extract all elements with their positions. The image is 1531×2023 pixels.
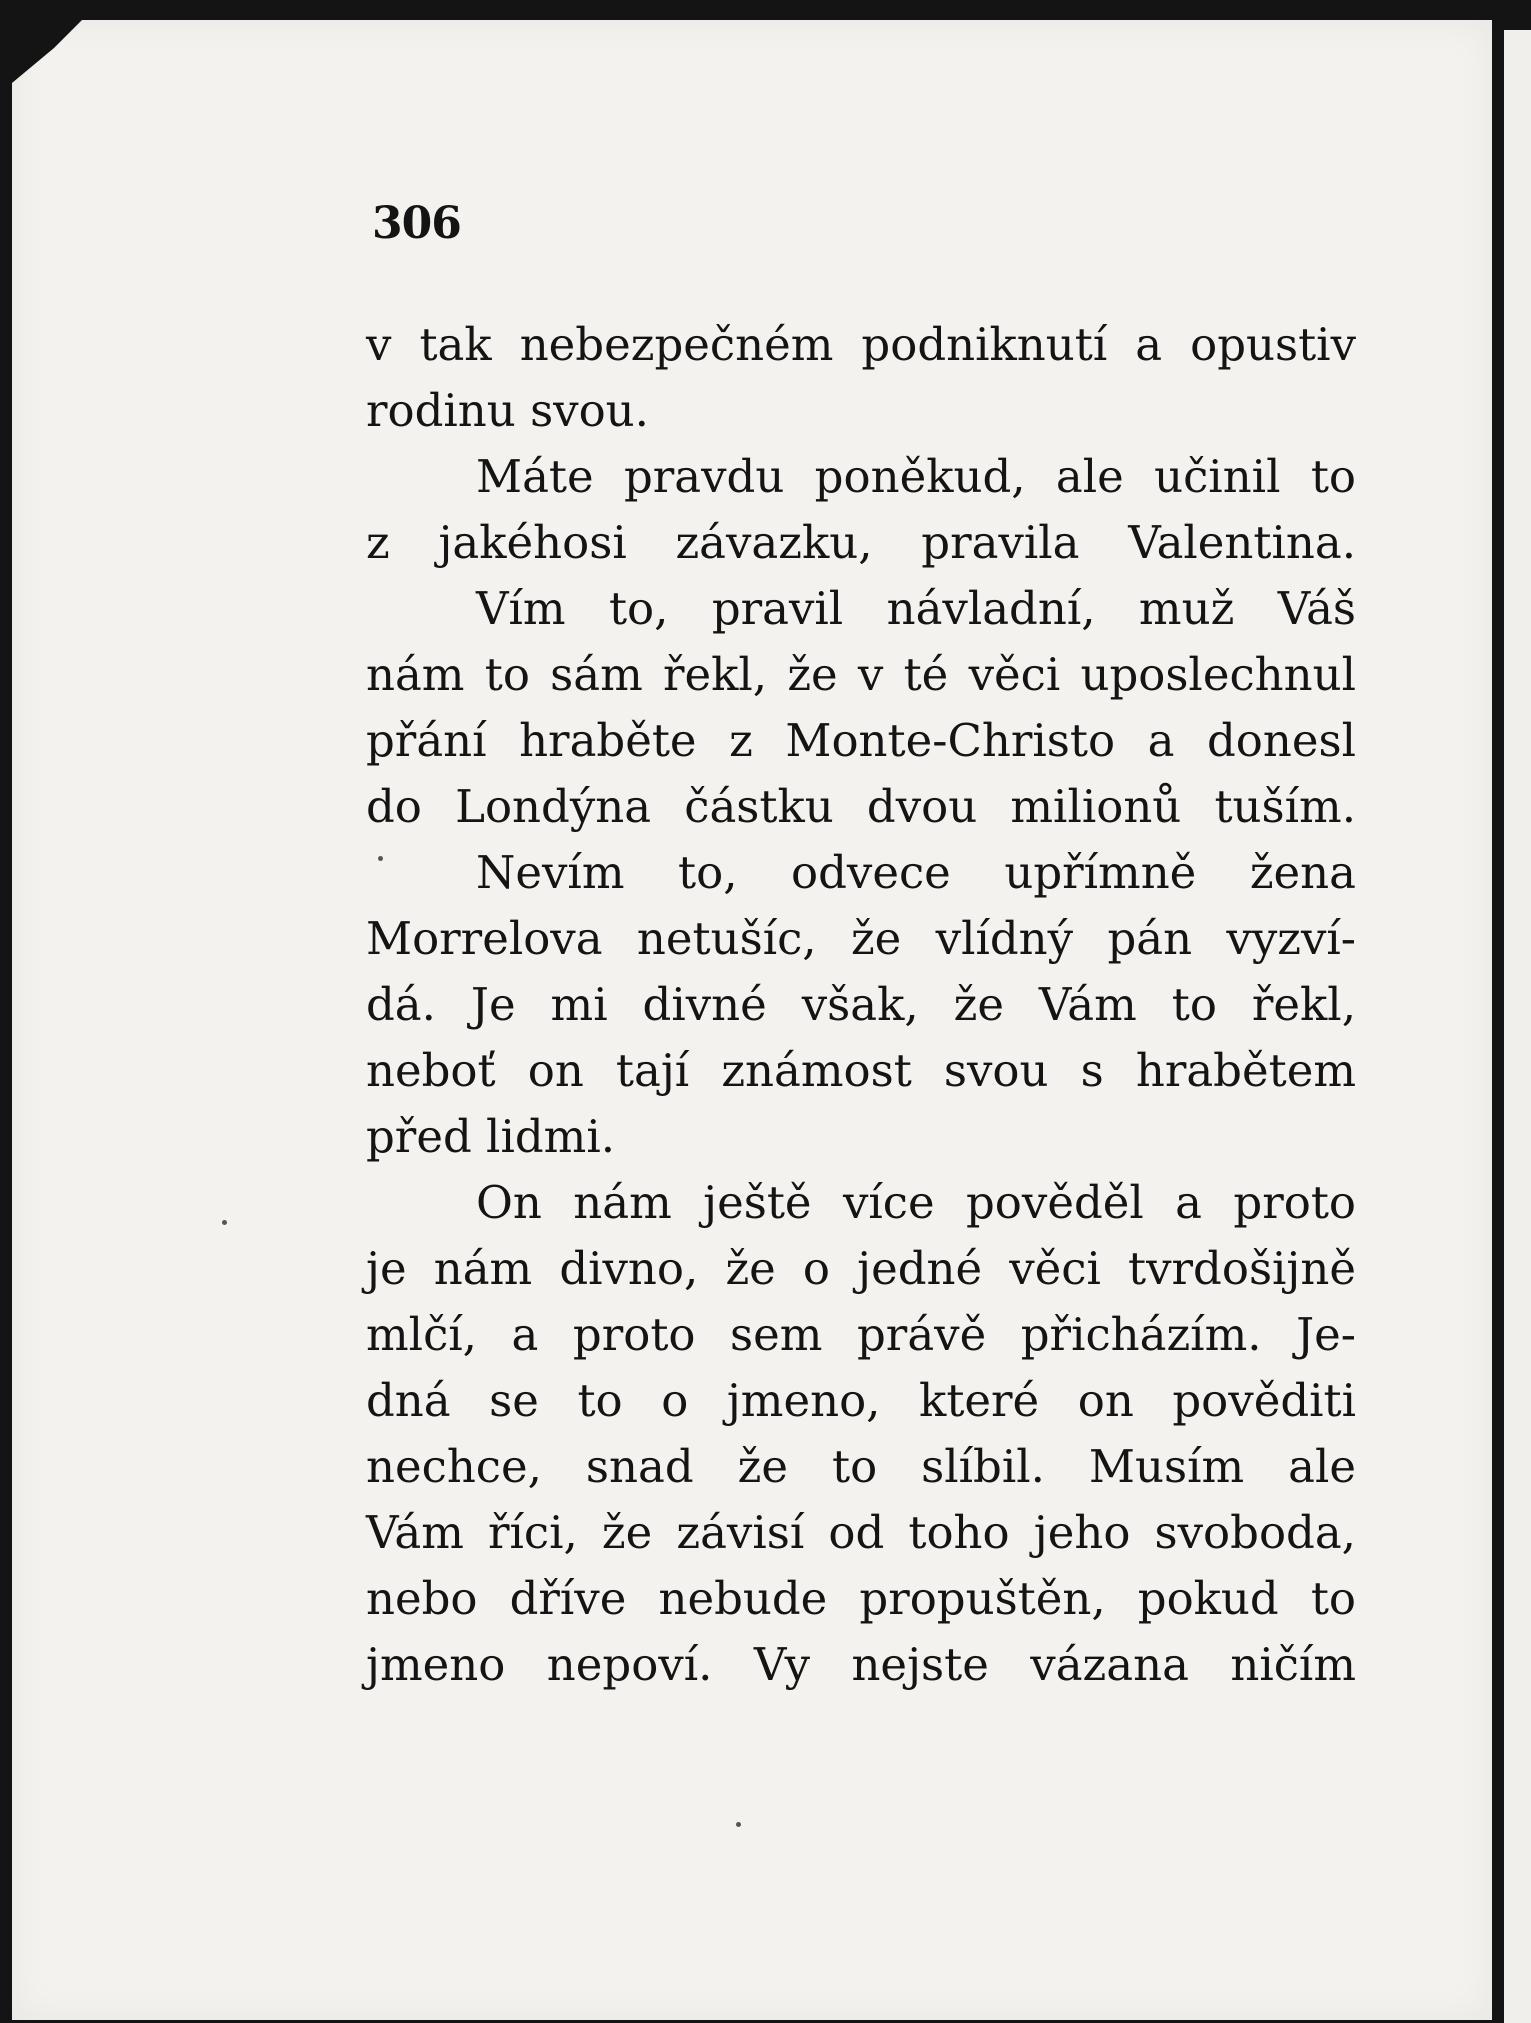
body-text [366, 312, 1356, 1698]
text-line: nechce, snad že to slíbil. Musím ale [366, 1440, 1356, 1493]
text-line: Vím to, pravil návladní, muž Váš [476, 582, 1356, 635]
text-line: mlčí, a proto sem právě přicházím. Je- [366, 1308, 1356, 1361]
text-line: dná se to o jmeno, které on pověditi [366, 1374, 1356, 1427]
scan-speck [378, 856, 383, 861]
text-line: před lidmi. [366, 1110, 616, 1163]
text-line: do Londýna částku dvou milionů tuším. [366, 780, 1356, 833]
text-line: v tak nebezpečném podniknutí a opustiv [366, 318, 1356, 371]
text-line: je nám divno, že o jedné věci tvrdošijně [366, 1242, 1356, 1295]
text-line: On nám ještě více pověděl a proto [476, 1176, 1356, 1229]
torn-corner [12, 20, 82, 90]
text-line: jmeno nepoví. Vy nejste vázana ničím [366, 1638, 1356, 1691]
right-edge-strip [1500, 30, 1531, 2023]
text-line: nám to sám řekl, že v té věci uposlechnul [366, 648, 1356, 701]
text-line: z jakéhosi závazku, pravila Valentina. [366, 516, 1356, 569]
text-line: Máte pravdu poněkud, ale učinil to [476, 450, 1356, 503]
text-line: Morrelova netušíc, že vlídný pán vyzví- [366, 912, 1356, 965]
scan-speck [736, 1822, 741, 1827]
page-number: 306 [372, 198, 461, 249]
scan-speck [222, 1220, 227, 1225]
text-line: neboť on tají známost svou s hrabětem [366, 1044, 1356, 1097]
text-line: rodinu svou. [366, 384, 649, 437]
text-line: nebo dříve nebude propuštěn, pokud to [366, 1572, 1356, 1625]
text-line: Nevím to, odvece upřímně žena [476, 846, 1356, 899]
text-line: přání hraběte z Monte-Christo a donesl [366, 714, 1356, 767]
text-line: dá. Je mi divné však, že Vám to řekl, [366, 978, 1356, 1031]
text-line: Vám říci, že závisí od toho jeho svoboda, [366, 1506, 1356, 1559]
